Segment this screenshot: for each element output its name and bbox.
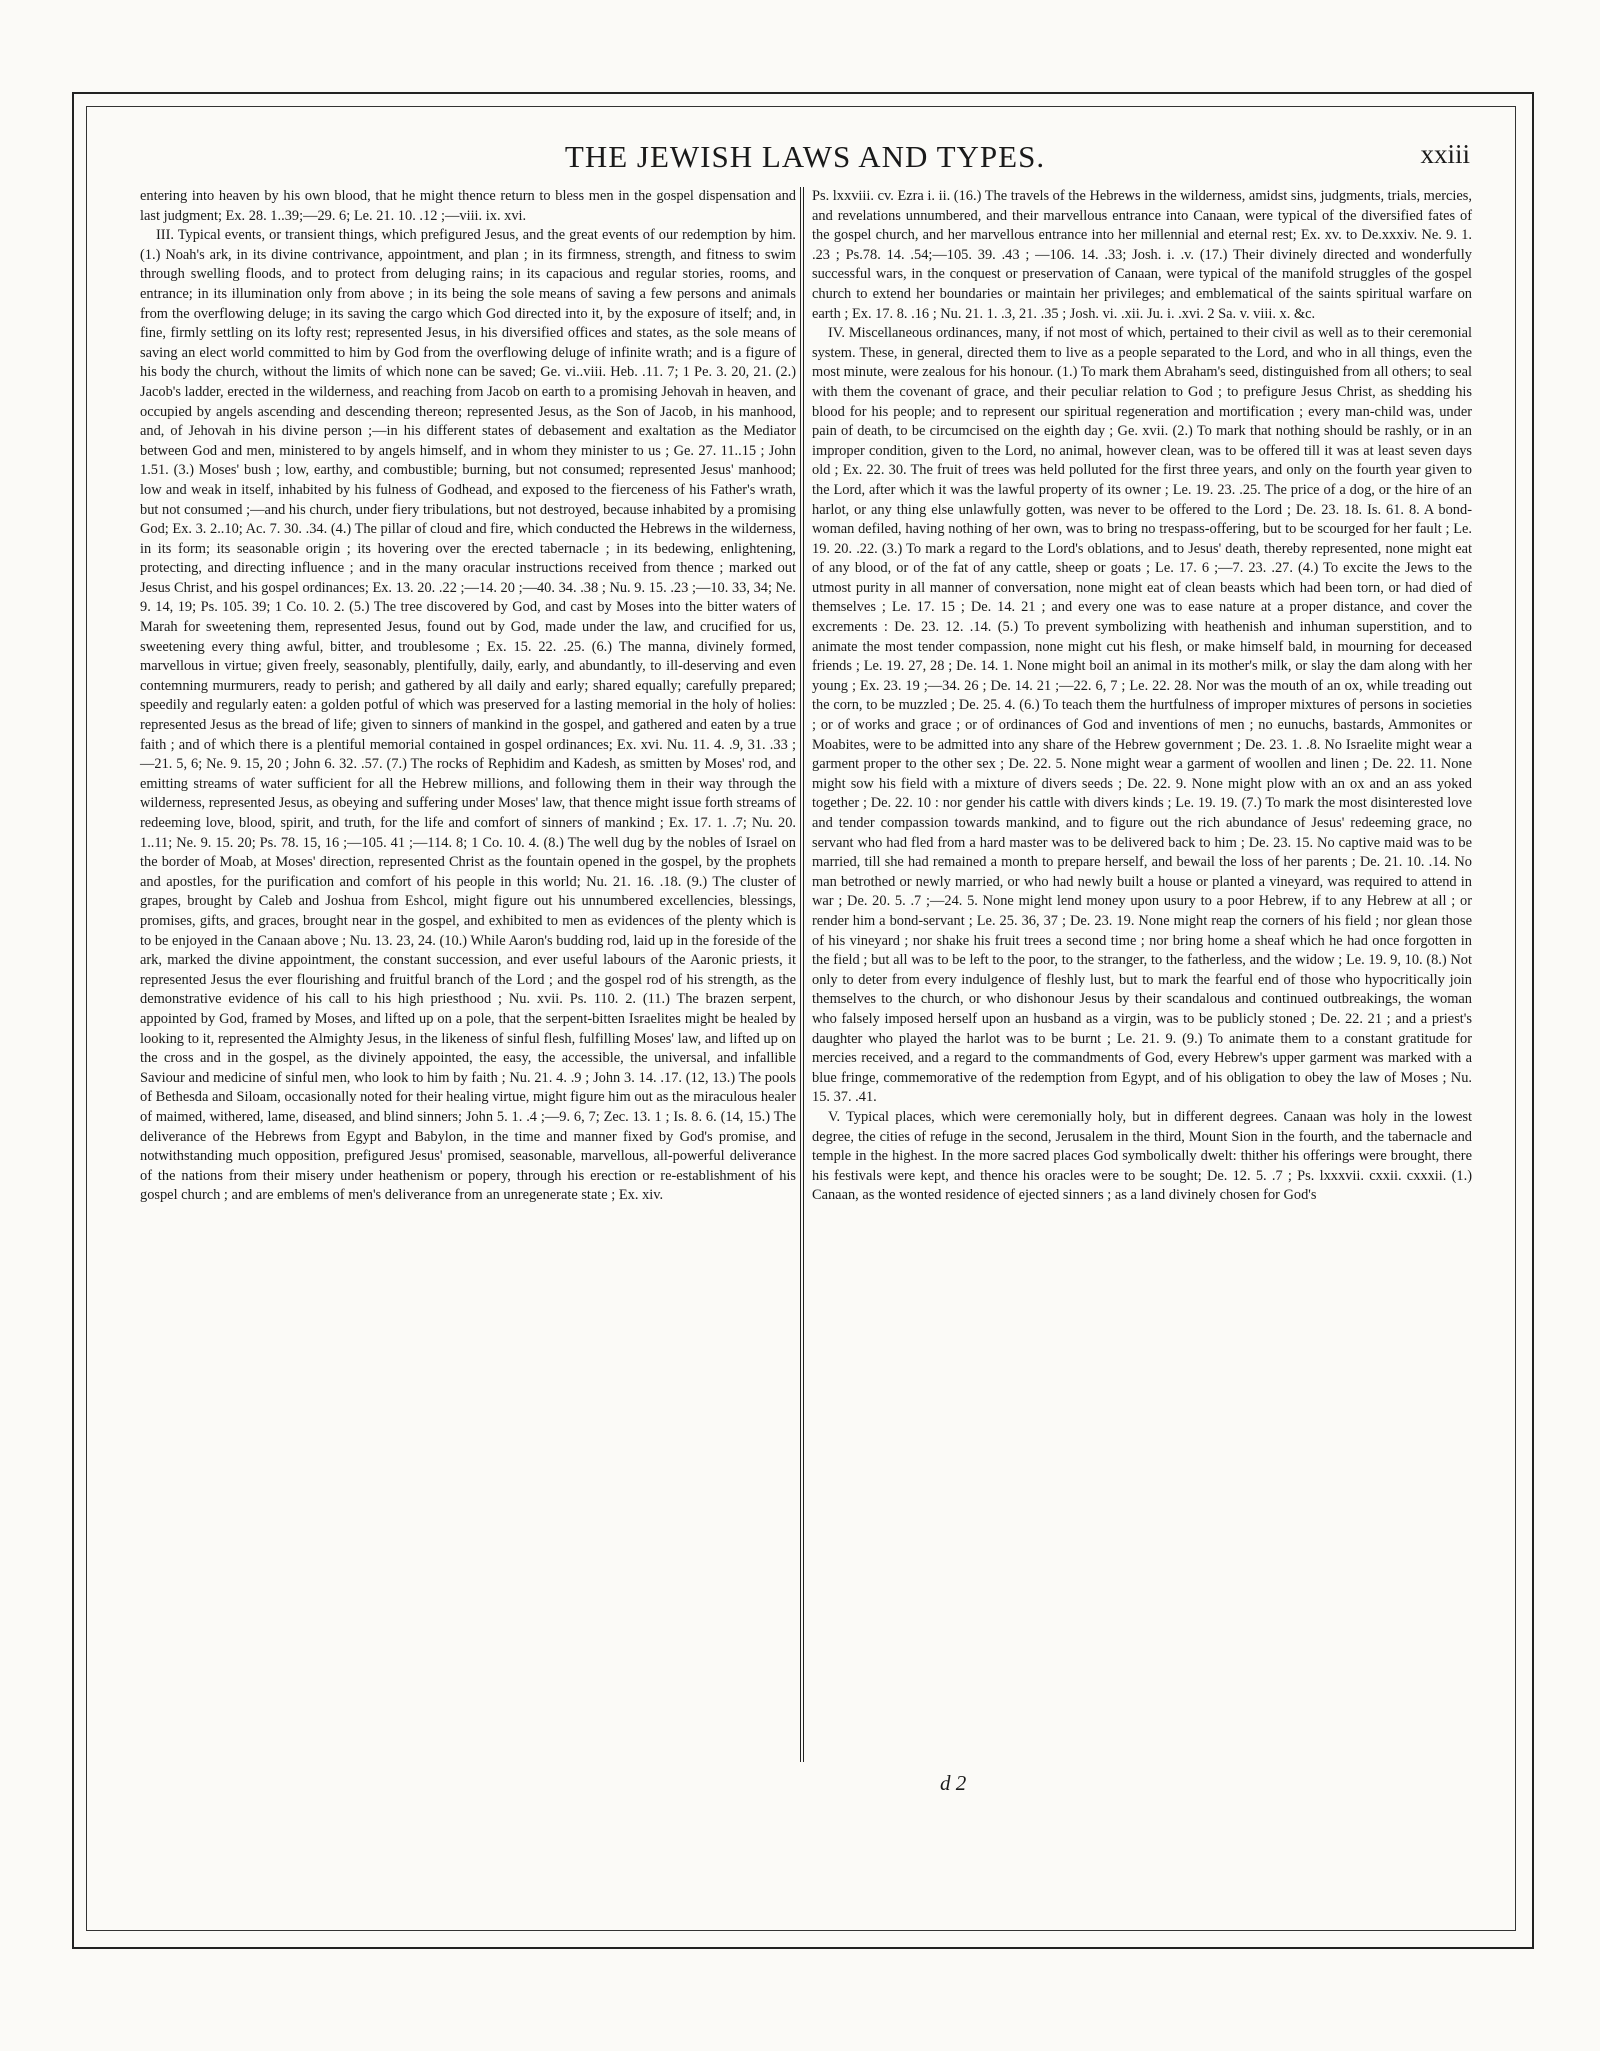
right-column bbox=[812, 187, 1472, 1206]
right-paragraph-continuation: Ps. lxxviii. cv. Ezra i. ii. (16.) The travels of the Hebrews in the wilderness, amidst sins, judgments, trials, mercies, and revelations unnumbered, and their marvellous entrance into Canaan, were typical of the diversified fates of the gospel church, and her marvellous entrance into her millennial and eternal rest; Ex. xv. to De.xxxiv. Ne. 9. 1. .23 ; Ps.78. 14. .54;—105. 39. .43 ; —106. 14. .33; Josh. i. .v. (17.) Their divinely directed and wonderfully successful wars, in the conquest or preservation of Canaan, were typical of the manifold struggles of the gospel church to extend her boundaries or maintain her privileges; and emblematical of the saints spiritual warfare on earth ; Ex. 17. 8. .16 ; Nu. 21. 1. .3, 21. .35 ; Josh. vi. .xii. Ju. i. .xvi. 2 Sa. v. viii. x. &c. bbox=[812, 188, 1472, 322]
page-number: xxiii bbox=[1420, 139, 1470, 169]
running-header bbox=[140, 133, 1470, 177]
signature-mark: d 2 bbox=[940, 1771, 967, 1795]
right-paragraph-typical-places: V. Typical places, which were ceremonially holy, but in different degrees. Canaan was holy in the lowest degree, the cities of refuge in the second, Jerusalem in the third, Mount Sion in the fourth, and the tabernacle and temple in the highest. In the more sacred places God symbolically dwelt: thither his offerings were brought, there his festivals were kept, and thence his oracles were to be sought; De. 12. 5. .7 ; Ps. lxxxvii. cxxii. cxxxii. (1.) Canaan, as the wonted residence of ejected sinners ; as a land divinely chosen for God's bbox=[812, 1108, 1472, 1204]
right-paragraph-miscellaneous-ordinances: IV. Miscellaneous ordinances, many, if not most of which, pertained to their civil as well as to their ceremonial system. These, in general, directed them to live as a people separated to the Lord, and who in all things, even the most minute, were zealous for his honour. (1.) To mark them Abraham's seed, distinguished from all others; to seal with them the covenant of grace, and their peculiar relation to God ; to prefigure Jesus Christ, as shedding his blood for his people; and to represent our spiritual regeneration and mortification ; every man-child was, under pain of death, to be circumcised on the eighth day ; Ge. xvii. (2.) To mark that nothing should be rashly, or in an improper condition, given to the Lord, no animal, however clean, was to be offered till it was at least seven days old ; Ex. 22. 30. The fruit of trees was held polluted for the first three years, and only on the fourth year given to the Lord, after which it was the lawful property of its owner ; Le. 19. 23. .25. The price of a dog, or the hire of an harlot, or any thing else unlawfully gotten, was never to be offered to the Lord ; De. 23. 18. Is. 61. 8. A bond-woman defiled, having nothing of her own, was to bring no trespass-offering, but to be scourged for her fault ; Le. 19. 20. .22. (3.) To mark a regard to the Lord's oblations, and to Jesus' death, thereby represented, none might eat of any blood, or of the fat of any cattle, sheep or goats ; Le. 17. 6 ;—7. 23. .27. (4.) To excite the Jews to the utmost purity in all manner of conversation, none might eat of clean beasts which had been torn, or had died of themselves ; Le. 17. 15 ; De. 14. 21 ; and every one was to ease nature at a proper distance, and cover the excrements : De. 23. 12. .14. (5.) To prevent symbolizing with heathenish and inhuman superstition, and to animate the most tender compassion, none might cut his flesh, or make himself bald, in mourning for deceased friends ; Le. 19. 27, 28 ; De. 14. 1. None might boil an animal in its mother's milk, or slay the dam along with her young ; Ex. 23. 19 ;—34. 26 ; De. 14. 21 ;—22. 6, 7 ; Le. 22. 28. Nor was the mouth of an ox, while treading out the corn, to be muzzled ; De. 25. 4. (6.) To teach them the hurtfulness of improper mixtures of persons in societies ; or of works and grace ; or of ordinances of God and inventions of men ; no eunuchs, bastards, Ammonites or Moabites, were to be admitted into any share of the Hebrew government ; De. 23. 1. .8. No Israelite might wear a garment proper to the other sex ; De. 22. 5. None might wear a garment of woollen and linen ; De. 22. 11. None might sow his field with a mixture of divers seeds ; De. 22. 9. None might plow with an ox and an ass yoked together ; De. 22. 10 : nor gender his cattle with divers kinds ; Le. 19. 19. (7.) To mark the most disinterested love and tender compassion towards mankind, and to figure out the rich abundance of Jesus' redeeming grace, no servant who had fled from a hard master was to be delivered back to him ; De. 23. 15. No captive maid was to be married, till she had remained a month to prepare herself, and bewail the loss of her parents ; De. 21. 10. .14. No man betrothed or newly married, or who had newly built a house or planted a vineyard, was required to attend in war ; De. 20. 5. .7 ;—24. 5. None might lend money upon usury to a poor Hebrew, if to any Hebrew at all ; or render him a bond-servant ; Le. 25. 36, 37 ; De. 23. 19. None might reap the corners of his field ; nor glean those of his vineyard ; nor shake his fruit trees a second time ; nor bring home a sheaf which he had once forgotten in the field ; but all was to be left to the poor, to the stranger, to the fatherless, and the widow ; Le. 19. 9, 10. (8.) Not only to deter from every indulgence of fleshly lust, but to mark the fearful end of those who hypocritically join themselves to the church, or who dishonour Jesus by their scandalous and continued outbreakings, the woman who falsely imposed herself upon an husband as a virgin, was to be publicly stoned ; De. 22. 21 ; and a priest's daughter who played the harlot was to be burnt ; Le. 21. 9. (9.) To animate them to a constant gratitude for mercies received, and a regard to the commandments of God, every Hebrew's upper garment was marked with a blue fringe, commemorative of the redemption from Egypt, and of his obligation to obey the law of Moses ; Nu. 15. 37. .41. bbox=[812, 325, 1472, 1106]
left-paragraph-typical-events: III. Typical events, or transient things, which prefigured Jesus, and the great events of our redemption by him. (1.) Noah's ark, in its divine contrivance, appointment, and plan ; in its firmness, strength, and fitness to swim through swelling floods, and to protect from deluging rains; in its capacious and regular stories, rooms, and entrance; in its illumination only from above ; in its being the sole means of saving a few persons and animals from the overflowing deluge; in its saving the cargo which God directed into it, by the exposure of itself; and, in fine, firmly settling on its lofty rest; represented Jesus, in his diversified offices and states, as the sole means of saving an elect world committed to him by God from the overflowing deluge of infinite wrath; and is a figure of his body the church, without the limits of which none can be saved; Ge. vi..viii. Heb. .11. 7; 1 Pe. 3. 20, 21. (2.) Jacob's ladder, erected in the wilderness, and reaching from Jacob on earth to a promising Jehovah in heaven, and occupied by angels ascending and descending thereon; represented Jesus, as the Son of Jacob, in his manhood, and, of Jehovah in his divine person ;—in his different states of debasement and exaltation as the Mediator between God and men, ministered to by angels himself, and in whom they minister to us ; Ge. 27. 11..15 ; John 1.51. (3.) Moses' bush ; low, earthy, and combustible; burning, but not consumed; represented Jesus' manhood; low and weak in itself, inhabited by his fulness of Godhead, and exposed to the fierceness of his Father's wrath, but not consumed ;—and his church, under fiery tribulations, but not destroyed, because inhabited by a promising God; Ex. 3. 2..10; Ac. 7. 30. .34. (4.) The pillar of cloud and fire, which conducted the Hebrews in the wilderness, in its form; its seasonable origin ; its hovering over the erected tabernacle ; in its bedewing, enlightening, protecting, and directing influence ; and in the many oracular instructions received from thence ; marked out Jesus Christ, and his gospel ordinances; Ex. 13. 20. .22 ;—14. 20 ;—40. 34. .38 ; Nu. 9. 15. .23 ;—10. 33, 34; Ne. 9. 14, 19; Ps. 105. 39; 1 Co. 10. 2. (5.) The tree discovered by God, and cast by Moses into the bitter waters of Marah for sweetening them, represented Jesus, found out by God, made under the law, and crucified for us, sweetening every thing awful, bitter, and troublesome ; Ex. 15. 22. .25. (6.) The manna, divinely formed, marvellous in virtue; given freely, seasonably, plentifully, daily, early, and abundantly, to ill-deserving and even contemning murmurers, ready to perish; and gathered by all daily and early; shared equally; carefully prepared; speedily and regularly eaten: a golden potful of which was preserved for a lasting memorial in the holy of holies: represented Jesus as the bread of life; given to sinners of mankind in the gospel, and gathered and eaten by a true faith ; and of which there is a plentiful memorial contained in gospel ordinances; Ex. xvi. Nu. 11. 4. .9, 31. .33 ;—21. 5, 6; Ne. 9. 15, 20 ; John 6. 32. .57. (7.) The rocks of Rephidim and Kadesh, as smitten by Moses' rod, and emitting streams of water sufficient for all the Hebrew millions, and following them in their way through the wilderness, represented Jesus, as obeying and suffering under Moses' law, that thence might issue forth streams of redeeming love, blood, spirit, and truth, for the life and comfort of sinners of mankind ; Ex. 17. 1. .7; Nu. 20. 1..11; Ne. 9. 15. 20; Ps. 78. 15, 16 ;—105. 41 ;—114. 8; 1 Co. 10. 4. (8.) The well dug by the nobles of Israel on the border of Moab, at Moses' direction, represented Christ as the fountain opened in the gospel, by the prophets and apostles, for the purification and comfort of his people in this world; Nu. 21. 16. .18. (9.) The cluster of grapes, brought by Caleb and Joshua from Eshcol, might figure out his unnumbered excellencies, blessings, promises, gifts, and graces, brought near in the gospel, and exhibited to men as evidences of the plenty which is to be enjoyed in the Canaan above ; Nu. 13. 23, 24. (10.) While Aaron's budding rod, laid up in the foreside of the ark, marked the divine appointment, the constant succession, and ever useful labours of the Aaronic priests, it represented Jesus the ever flourishing and fruitful branch of the Lord ; and the gospel rod of his strength, as the demonstrative evidence of his call to his high priesthood ; Nu. xvii. Ps. 110. 2. (11.) The brazen serpent, appointed by God, framed by Moses, and lifted up on a pole, that the serpent-bitten Israelites might be healed by looking to it, represented the Almighty Jesus, in the likeness of sinful flesh, fulfilling Moses' law, and lifted up on the cross and in the gospel, as the divinely appointed, the easy, the accessible, the universal, and infallible Saviour and medicine of sinful men, who look to him by faith ; Nu. 21. 4. .9 ; John 3. 14. .17. (12, 13.) The pools of Bethesda and Siloam, occasionally noted for their healing virtue, might figure him out as the miraculous healer of maimed, withered, lame, diseased, and blind sinners; John 5. 1. .4 ;—9. 6, 7; Zec. 13. 1 ; Is. 8. 6. (14, 15.) The deliverance of the Hebrews from Egypt and Babylon, in the time and manner fixed by God's promise, and notwithstanding much opposition, prefigured Jesus' promised, seasonable, marvellous, all-powerful deliverance of the nations from their misery under heathenism or popery, through his erection or re-establishment of his gospel church ; and are emblems of men's deliverance from an unregenerate state ; Ex. xiv. bbox=[140, 227, 796, 1204]
left-paragraph-continuation: entering into heaven by his own blood, that he might thence return to bless men in the gospel dispensation and last judgment; Ex. 28. 1..39;—29. 6; Le. 21. 10. .12 ;—viii. ix. xvi. bbox=[140, 188, 796, 224]
page-title: THE JEWISH LAWS AND TYPES. bbox=[564, 139, 1046, 174]
left-column bbox=[140, 187, 796, 1206]
column-divider bbox=[800, 187, 801, 1762]
